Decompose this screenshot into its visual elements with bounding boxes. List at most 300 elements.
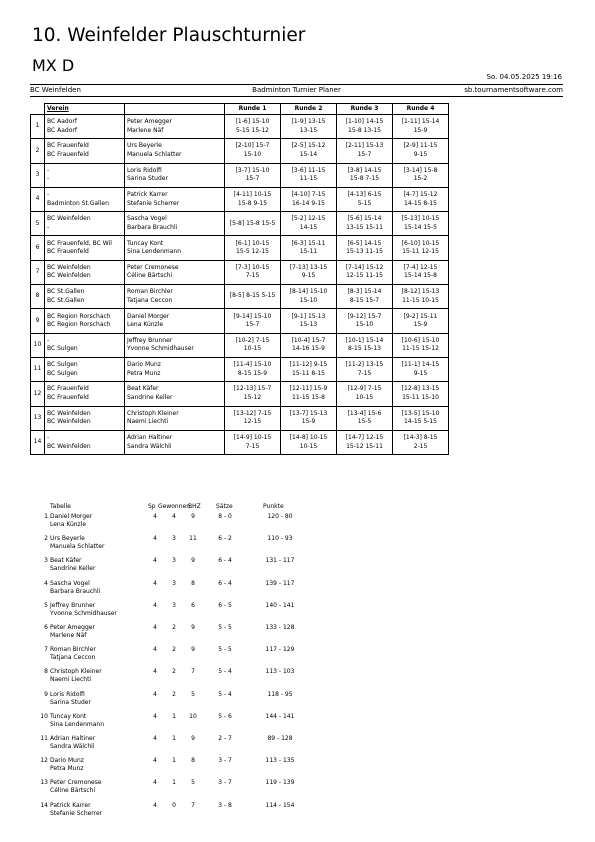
round-3-result [337,163,393,187]
standings-played: 4 [153,579,157,587]
round-2-result [281,260,337,284]
player-cell-line: Sascha Vogel [127,215,167,223]
standings-player-1: Patrick Karrer [50,801,91,809]
club-cell-line: BC Weinfelden [47,263,91,271]
club-cell-line: BC Weinfelden [47,272,91,280]
row-number-line: 13 [33,413,42,421]
standings-bhz: 10 [189,712,197,720]
standings-sets: 3 - 8 [218,801,232,809]
round-1-result [225,406,281,430]
standings-bhz: 9 [191,646,195,654]
table-row [31,357,449,381]
standings-player-1: Christoph Kleiner [50,668,102,676]
col-round-4: Runde 4 [393,104,449,115]
standings-row [40,513,340,535]
round-3-result-line: [1-10] 14-15 [345,118,384,126]
row-number [31,139,45,163]
round-4-result-line: [1-11] 15-14 [401,118,440,126]
player-cell-line: Christoph Kleiner [127,409,179,417]
club-cell [45,285,125,309]
standings-sets: 6 - 5 [218,601,232,609]
player-cell [125,212,225,236]
standings-points: 110 - 93 [267,535,293,543]
standings-player-2: Stefanie Scherrer [50,809,103,817]
round-2-result-line: [7-13] 13-15 [289,263,328,271]
standings-player-2: Petra Munz [50,765,84,773]
table-row [31,260,449,284]
round-1-result-line: 15-7 [245,175,260,183]
round-1-result-line: 15-7 [245,321,260,329]
row-number [31,260,45,284]
standings-points: 131 - 117 [265,557,295,565]
player-cell [125,115,225,139]
round-4-result-line: [12-8] 13-15 [401,385,440,393]
standings-bhz: 6 [191,601,195,609]
standings-won: 2 [172,668,176,676]
round-4-result-line: [5-13] 10-15 [401,215,440,223]
player-cell-line: Lena Künzle [127,321,164,329]
standings-rank: 10 [40,712,48,720]
round-4-result-line: 11-15 10-15 [402,296,439,304]
standings-won: 2 [172,646,176,654]
club-cell-line: - [47,336,50,344]
col-round-2: Runde 2 [281,104,337,115]
standings-bhz: 9 [191,557,195,565]
row-number [31,187,45,211]
round-4-result [393,406,449,430]
round-3-result [337,285,393,309]
table-row [31,187,449,211]
standings-player-2: Lena Künzle [50,521,87,528]
player-cell-line: Céline Bärtschi [127,272,173,280]
round-2-result-line: 15-11 [299,248,318,256]
club-cell-line: BC Region Rorschach [47,312,111,320]
col-round-3: Runde 3 [337,104,393,115]
club-cell-line: BC Weinfelden [47,409,91,417]
round-2-result-line: 15-9 [301,418,316,426]
club-cell-line: BC Weinfelden [47,418,91,426]
round-2-result-line: 11-15 15-8 [292,393,325,401]
standings-won: 1 [172,712,176,720]
player-cell-line: Peter Amegger [127,118,172,126]
round-1-result [225,115,281,139]
round-2-result-line: 11-15 [299,175,318,183]
round-1-result-line: [9-14] 15-10 [233,312,272,320]
round-3-result-line: 8-15 15-7 [349,296,380,304]
standings-sets: 6 - 4 [218,579,232,587]
round-4-result-line: [13-5] 15-10 [401,409,440,417]
standings-rank: 4 [44,579,48,587]
player-cell [125,406,225,430]
standings-sets: 6 - 2 [218,535,232,543]
player-cell-line: Patrick Karrer [127,191,168,199]
club-cell [45,309,125,333]
club-cell-line: BC Frauenfeld, BC Wil [47,239,112,247]
player-cell-line: Marlene Näf [127,126,164,134]
row-number-line: 1 [35,122,40,130]
standings-won: 1 [172,735,176,742]
row-number-line: 9 [35,316,40,324]
round-1-result-line: [2-10] 15-7 [235,142,270,150]
standings-won: 2 [172,690,176,698]
club-name: BC Weinfelden [30,86,81,94]
round-4-result [393,285,449,309]
standings-player-1: Jeffrey Brunner [50,601,96,609]
row-number [31,285,45,309]
standings-played: 4 [153,624,157,631]
round-4-result [393,115,449,139]
round-4-result [393,357,449,381]
round-3-result-line: [10-1] 15-14 [345,336,384,344]
standings-points: 117 - 129 [265,646,295,654]
round-1-result [225,260,281,284]
standings-player-1: Sascha Vogel [50,579,90,587]
round-3-result-line: 15-12 15-11 [346,442,383,450]
standings-row [40,602,340,624]
round-1-result-line: [7-3] 10-15 [235,263,270,271]
round-3-result-line: [4-13] 6-15 [347,191,382,199]
club-cell-line: - [47,434,50,441]
standings-played: 4 [153,513,157,520]
round-1-result [225,357,281,381]
row-number-line: 11 [33,365,42,373]
standings-row [40,646,340,668]
club-cell [45,333,125,357]
club-cell-line: BC Frauenfeld [47,142,89,150]
standings-player-1: Loris Ridolfi [50,690,85,698]
round-4-result-line: [10-6] 15-10 [401,336,440,344]
table-row [31,236,449,260]
club-cell-line: - [47,191,50,199]
round-2-result-line: [2-5] 15-12 [291,142,326,150]
round-2-result-line: 15-10 [299,296,318,304]
standings-player-1: Daniel Morger [50,513,93,520]
draw-name: MX D [32,56,75,75]
round-3-result [337,236,393,260]
standings-points: 140 - 141 [265,601,295,609]
standings-played: 4 [153,712,157,720]
round-4-result [393,430,449,454]
page-title: 10. Weinfelder Plauschturnier [32,25,306,46]
standings-sets: 5 - 5 [218,646,232,654]
standings-played: 4 [153,757,157,765]
round-3-result [337,187,393,211]
round-2-result [281,357,337,381]
standings-player-1: Adrian Haltiner [50,735,96,742]
standings-row [40,691,340,713]
round-2-result-line: [8-14] 15-10 [289,288,328,296]
player-cell [125,309,225,333]
row-number [31,333,45,357]
standings-bhz: 9 [191,513,195,520]
round-4-result [393,163,449,187]
standings-won: 3 [172,535,176,543]
round-2-result-line: [11-12] 9-15 [289,361,328,369]
standings-won: 3 [172,601,176,609]
standings-sets: 6 - 4 [218,557,232,565]
standings-won: 3 [172,579,176,587]
round-2-result [281,212,337,236]
standings-player-2: Sandrine Keller [50,565,96,573]
standings-header-saetze: Sätze [216,503,233,510]
round-1-result [225,139,281,163]
player-cell [125,285,225,309]
standings-header-sp: Sp [148,503,156,510]
header-bar [30,84,563,97]
player-cell-line: Jeffrey Brunner [127,336,173,344]
standings-played: 4 [153,779,157,787]
round-1-result-line: 10-15 [243,345,262,353]
standings-player-1: Tuncay Kont [50,712,87,720]
standings-header-bhz: BHZ [188,503,201,510]
club-cell-line: BC Frauenfeld [47,150,89,158]
round-1-result [225,333,281,357]
standings-points: 139 - 117 [265,579,295,587]
round-4-result-line: 15-2 [413,175,428,183]
round-1-result [225,382,281,406]
round-4-result [393,187,449,211]
round-4-result-line: [11-1] 14-15 [401,361,440,369]
player-cell [125,260,225,284]
player-cell-line: Petra Munz [127,369,161,377]
standings-rank: 13 [40,779,48,787]
round-1-result-line: [8-5] 8-15 5-15 [229,292,276,300]
row-number [31,357,45,381]
round-2-result [281,285,337,309]
round-1-result [225,285,281,309]
row-number-line: 6 [35,243,40,251]
round-1-result-line: 15-5 12-15 [236,248,269,256]
round-2-result-line: [3-6] 11-15 [291,166,326,174]
standings-rank: 8 [44,668,48,676]
standings-rank: 3 [44,557,48,565]
round-1-result [225,212,281,236]
round-4-result [393,212,449,236]
standings-bhz: 9 [191,735,195,742]
row-number [31,406,45,430]
standings-row [40,580,340,602]
club-cell [45,163,125,187]
round-3-result [337,357,393,381]
round-4-result-line: 14-15 5-15 [404,418,437,426]
round-3-result-line: 13-15 15-11 [346,223,383,231]
round-3-result-line: [11-2] 13-15 [345,361,384,369]
standings-rank: 7 [44,646,48,654]
standings-bhz: 8 [191,757,195,765]
round-4-result-line: [3-14] 15-8 [403,166,438,174]
club-cell-line: BC Region Rorschach [47,321,111,329]
player-cell-line: Beat Käfer [127,385,159,393]
club-cell-line: BC St.Gallen [47,296,85,304]
round-4-result-line: [7-4] 12-15 [403,263,438,271]
round-2-result-line: [4-10] 7-15 [291,191,326,199]
corner-cell [31,104,45,115]
table-row [31,163,449,187]
standings-player-1: Dario Munz [50,757,84,765]
table-row [31,115,449,139]
round-1-result-line: 7-15 [245,442,260,450]
row-number [31,115,45,139]
standings-player-2: Manuela Schlatter [50,543,105,551]
club-cell-line: BC Aadorf [47,126,77,134]
club-cell-line: BC Aadorf [47,118,77,126]
round-1-result-line: [11-4] 15-10 [233,361,272,369]
standings-sets: 5 - 6 [218,712,232,720]
club-cell [45,357,125,381]
round-1-result-line: [3-7] 15-10 [235,166,270,174]
round-4-result-line: 9-15 [413,150,428,158]
standings-played: 4 [153,646,157,654]
round-3-result-line: [13-4] 15-6 [347,409,382,417]
round-4-result-line: [9-2] 15-11 [403,312,438,320]
round-1-result [225,236,281,260]
row-number [31,163,45,187]
round-3-result-line: 7-15 [357,369,372,377]
player-cell-line: Sina Lendenmann [127,248,182,256]
round-2-result-line: [13-7] 15-13 [289,409,328,417]
round-3-result-line: 15-13 11-15 [346,248,383,256]
club-cell-line: BC St.Gallen [47,288,85,296]
club-cell [45,115,125,139]
row-number-line: 4 [35,195,40,203]
player-cell-line: Naemi Liechti [127,418,169,426]
round-1-result-line: [12-13] 15-7 [233,385,272,393]
round-4-result [393,309,449,333]
standings-played: 4 [153,690,157,698]
round-3-result-line: [5-6] 15-14 [347,215,382,223]
standings-player-1: Beat Käfer [50,557,82,565]
standings-row [40,557,340,579]
round-4-result [393,139,449,163]
round-4-result [393,260,449,284]
standings-row [40,802,340,824]
table-row [31,139,449,163]
standings-row [40,757,340,779]
round-1-result-line: 5-15 15-12 [236,126,269,134]
round-2-result-line: 15-13 [299,321,318,329]
round-2-result-line: 9-15 [301,272,316,280]
round-3-result [337,333,393,357]
row-number-line: 14 [33,438,42,446]
standings-rank: 9 [44,690,48,698]
round-1-result-line: [10-2] 7-15 [235,336,270,344]
standings-sets: 5 - 4 [218,668,232,676]
round-2-result [281,236,337,260]
row-number-line: 5 [35,219,40,227]
round-2-result-line: [10-4] 15-7 [291,336,326,344]
round-3-result [337,406,393,430]
round-2-result-line: [6-3] 15-11 [291,239,326,247]
table-row [31,430,449,454]
standings-rank: 11 [40,735,48,742]
standings-player-2: Céline Bärtschi [50,787,96,795]
round-3-result-line: [8-3] 15-14 [347,288,382,296]
round-4-result [393,236,449,260]
standings-row [40,535,340,557]
player-cell-line: Loris Ridolfi [127,166,162,174]
standings-bhz: 5 [191,779,195,787]
round-4-result-line: 15-9 [413,321,428,329]
round-1-result-line: [14-9] 10-15 [233,434,272,441]
row-number [31,236,45,260]
round-4-result-line: 15-9 [413,126,428,134]
round-3-result [337,139,393,163]
round-4-result-line: [4-7] 15-12 [403,191,438,199]
round-3-result [337,382,393,406]
standings-row [40,668,340,690]
player-cell-line: Adrian Haltiner [127,434,173,441]
standings-bhz: 9 [191,624,195,631]
round-2-result-line: 15-14 [299,150,318,158]
player-cell [125,236,225,260]
club-cell-line: BC Frauenfeld [47,248,89,256]
round-2-result-line: [1-9] 13-15 [291,118,326,126]
club-cell [45,430,125,454]
round-2-result-line: 15-11 8-15 [292,369,325,377]
round-2-result-line: [5-2] 12-15 [291,215,326,223]
standings-bhz: 7 [191,801,195,809]
round-2-result [281,115,337,139]
club-cell-line: BC Frauenfeld [47,393,89,401]
standings-played: 4 [153,735,157,742]
row-number [31,430,45,454]
club-cell-line: Badminton St.Gallen [47,199,109,207]
round-3-result-line: 10-15 [355,393,374,401]
col-round-1: Runde 1 [225,104,281,115]
standings-player-2: Marlene Näf [50,632,87,639]
standings-played: 4 [153,668,157,676]
standings-header-tabelle: Tabelle [50,503,71,510]
standings-sets: 5 - 4 [218,690,232,698]
round-4-result-line: 2-15 [413,442,428,450]
standings-rank: 12 [40,757,48,765]
standings-won: 3 [172,557,176,565]
round-1-result-line: 15-12 [243,393,262,401]
round-1-result [225,309,281,333]
round-2-result [281,187,337,211]
round-1-result [225,187,281,211]
club-cell [45,236,125,260]
round-2-result-line: 10-15 [299,442,318,450]
round-4-result-line: 15-11 12-15 [402,248,439,256]
website-link[interactable]: sb.tournamentsoftware.com [464,86,563,94]
player-cell-line: Peter Cremonese [127,263,179,271]
player-cell-line: Daniel Morger [127,312,170,320]
player-cell-line: Roman Birchler [127,288,173,296]
round-2-result-line: [9-1] 15-13 [291,312,326,320]
standings-points: 119 - 139 [265,779,295,787]
round-2-result [281,406,337,430]
player-cell [125,357,225,381]
standings-player-2: Sandra Wälchli [50,743,95,750]
player-cell [125,430,225,454]
table-row [31,382,449,406]
player-cell-line: Barbara Brauchli [127,223,178,231]
round-2-result-line: 13-15 [299,126,318,134]
round-2-result [281,163,337,187]
standings-rank: 6 [44,624,48,631]
round-4-result-line: [2-9] 11-15 [403,142,438,150]
round-2-result-line: 14-16 15-9 [292,345,325,353]
standings-row [40,779,340,801]
round-1-result-line: 15-8 9-15 [237,199,268,207]
table-row [31,309,449,333]
round-3-result-line: 15-10 [355,321,374,329]
round-1-result-line: [5-8] 15-8 15-5 [229,219,276,227]
player-cell-line: Yvonne Schmidhauser [127,345,194,353]
round-2-result-line: 16-14 9-15 [292,199,325,207]
club-cell-line: BC Frauenfeld [47,385,89,393]
